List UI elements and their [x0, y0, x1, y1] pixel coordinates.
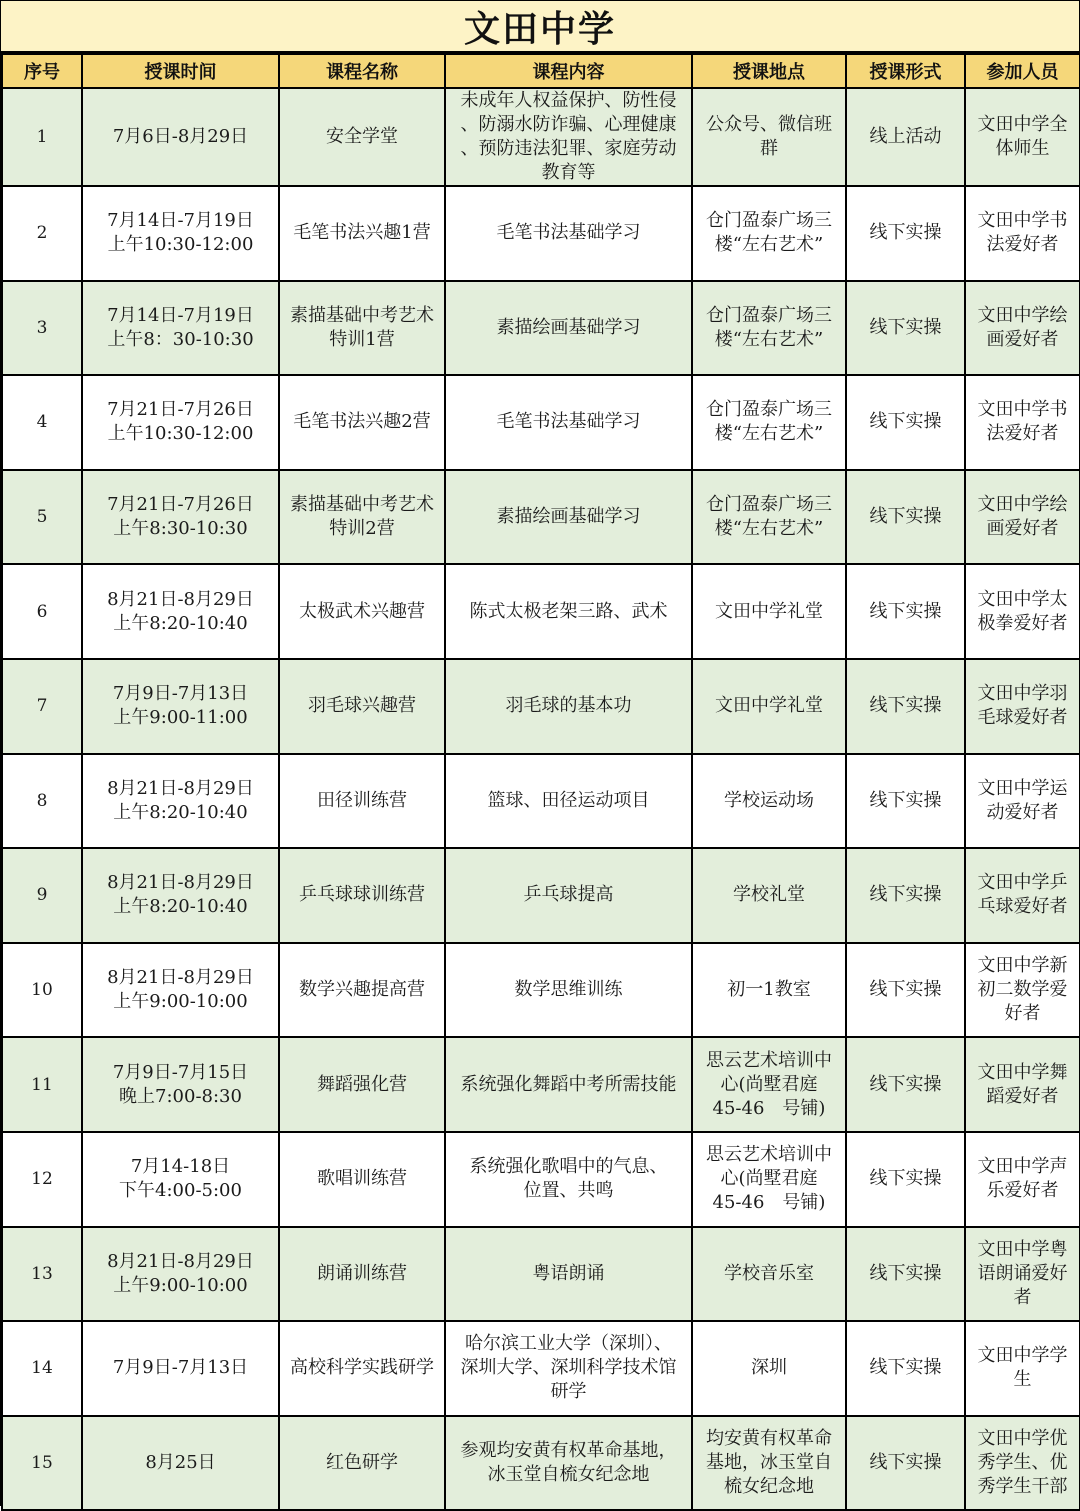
- cell-course-name: 舞蹈强化营: [279, 1037, 445, 1132]
- cell-no: 9: [2, 848, 82, 943]
- table-row: [2, 848, 1080, 943]
- column-header-no: 序号: [2, 54, 82, 88]
- cell-content: 未成年人权益保护、防性侵 、防溺水防诈骗、心理健康 、预防违法犯罪、家庭劳动 教育等: [445, 88, 692, 186]
- cell-no: 4: [2, 375, 82, 470]
- cell-course-name: 安全学堂: [279, 88, 445, 186]
- cell-participants: 文田中学学 生: [965, 1321, 1080, 1416]
- cell-participants: 文田中学绘 画爱好者: [965, 281, 1080, 376]
- column-header-people: 参加人员: [965, 54, 1080, 88]
- cell-no: 11: [2, 1037, 82, 1132]
- cell-participants: 文田中学声 乐爱好者: [965, 1132, 1080, 1227]
- cell-content: 素描绘画基础学习: [445, 470, 692, 565]
- cell-no: 8: [2, 754, 82, 849]
- cell-course-name: 羽毛球兴趣营: [279, 659, 445, 754]
- cell-participants: 文田中学舞 蹈爱好者: [965, 1037, 1080, 1132]
- cell-course-name: 毛笔书法兴趣1营: [279, 186, 445, 281]
- cell-course-name: 田径训练营: [279, 754, 445, 849]
- cell-time: 7月9日-7月13日 上午9:00-11:00: [82, 659, 279, 754]
- cell-time: 8月21日-8月29日 上午8:20-10:40: [82, 848, 279, 943]
- cell-time: 7月21日-7月26日 上午10:30-12:00: [82, 375, 279, 470]
- cell-participants: 文田中学新 初二数学爱 好者: [965, 943, 1080, 1038]
- cell-form: 线下实操: [846, 186, 965, 281]
- cell-place: 思云艺术培训中 心(尚墅君庭 45-46 号铺): [692, 1132, 846, 1227]
- column-header-time: 授课时间: [82, 54, 279, 88]
- cell-form: 线下实操: [846, 1132, 965, 1227]
- cell-content: 系统强化歌唱中的气息、 位置、共鸣: [445, 1132, 692, 1227]
- cell-time: 7月14日-7月19日 上午8：30-10:30: [82, 281, 279, 376]
- cell-content: 粤语朗诵: [445, 1227, 692, 1322]
- cell-form: 线下实操: [846, 281, 965, 376]
- cell-time: 8月21日-8月29日 上午9:00-10:00: [82, 1227, 279, 1322]
- table-row: [2, 186, 1080, 281]
- cell-no: 5: [2, 470, 82, 565]
- cell-place: 仓门盈泰广场三 楼“左右艺术”: [692, 281, 846, 376]
- cell-no: 1: [2, 88, 82, 186]
- cell-time: 7月14日-7月19日 上午10:30-12:00: [82, 186, 279, 281]
- cell-place: 学校运动场: [692, 754, 846, 849]
- table-row: [2, 281, 1080, 376]
- cell-place: 深圳: [692, 1321, 846, 1416]
- cell-form: 线下实操: [846, 848, 965, 943]
- cell-form: 线下实操: [846, 754, 965, 849]
- cell-place: 文田中学礼堂: [692, 659, 846, 754]
- cell-time: 7月9日-7月13日: [82, 1321, 279, 1416]
- table-row: [2, 1037, 1080, 1132]
- cell-no: 12: [2, 1132, 82, 1227]
- cell-course-name: 红色研学: [279, 1416, 445, 1511]
- cell-time: 8月25日: [82, 1416, 279, 1511]
- cell-content: 篮球、田径运动项目: [445, 754, 692, 849]
- table-row: [2, 88, 1080, 186]
- cell-form: 线下实操: [846, 1321, 965, 1416]
- cell-no: 15: [2, 1416, 82, 1511]
- table-row: [2, 943, 1080, 1038]
- cell-place: 均安黄有权革命 基地，冰玉堂自 梳女纪念地: [692, 1416, 846, 1511]
- cell-no: 10: [2, 943, 82, 1038]
- cell-place: 思云艺术培训中 心(尚墅君庭 45-46 号铺): [692, 1037, 846, 1132]
- cell-no: 7: [2, 659, 82, 754]
- cell-course-name: 数学兴趣提高营: [279, 943, 445, 1038]
- table-row: [2, 1227, 1080, 1322]
- table-row: [2, 1132, 1080, 1227]
- cell-time: 8月21日-8月29日 上午9:00-10:00: [82, 943, 279, 1038]
- cell-time: 8月21日-8月29日 上午8:20-10:40: [82, 564, 279, 659]
- cell-no: 13: [2, 1227, 82, 1322]
- cell-no: 3: [2, 281, 82, 376]
- cell-content: 毛笔书法基础学习: [445, 375, 692, 470]
- cell-course-name: 歌唱训练营: [279, 1132, 445, 1227]
- schedule-table: [1, 53, 1080, 1511]
- cell-participants: 文田中学羽 毛球爱好者: [965, 659, 1080, 754]
- cell-form: 线下实操: [846, 564, 965, 659]
- cell-place: 学校礼堂: [692, 848, 846, 943]
- cell-form: 线下实操: [846, 1416, 965, 1511]
- cell-no: 14: [2, 1321, 82, 1416]
- cell-content: 陈式太极老架三路、武术: [445, 564, 692, 659]
- column-header-content: 课程内容: [445, 54, 692, 88]
- cell-participants: 文田中学乒 乓球爱好者: [965, 848, 1080, 943]
- cell-time: 7月6日-8月29日: [82, 88, 279, 186]
- cell-place: 仓门盈泰广场三 楼“左右艺术”: [692, 470, 846, 565]
- cell-form: 线下实操: [846, 1227, 965, 1322]
- cell-time: 7月21日-7月26日 上午8:30-10:30: [82, 470, 279, 565]
- title-bar: [1, 1, 1079, 53]
- cell-course-name: 毛笔书法兴趣2营: [279, 375, 445, 470]
- cell-course-name: 素描基础中考艺术 特训1营: [279, 281, 445, 376]
- page-title: 文田中学: [463, 8, 616, 50]
- cell-content: 羽毛球的基本功: [445, 659, 692, 754]
- cell-form: 线下实操: [846, 1037, 965, 1132]
- cell-participants: 文田中学书 法爱好者: [965, 186, 1080, 281]
- cell-place: 学校音乐室: [692, 1227, 846, 1322]
- cell-time: 7月14-18日 下午4:00-5:00: [82, 1132, 279, 1227]
- cell-content: 参观均安黄有权革命基地， 冰玉堂自梳女纪念地: [445, 1416, 692, 1511]
- cell-participants: 文田中学运 动爱好者: [965, 754, 1080, 849]
- cell-form: 线下实操: [846, 470, 965, 565]
- header-row: [2, 54, 1080, 88]
- table-row: [2, 1321, 1080, 1416]
- cell-no: 2: [2, 186, 82, 281]
- cell-no: 6: [2, 564, 82, 659]
- cell-course-name: 高校科学实践研学: [279, 1321, 445, 1416]
- cell-time: 8月21日-8月29日 上午8:20-10:40: [82, 754, 279, 849]
- cell-place: 仓门盈泰广场三 楼“左右艺术”: [692, 186, 846, 281]
- cell-content: 毛笔书法基础学习: [445, 186, 692, 281]
- cell-time: 7月9日-7月15日 晚上7:00-8:30: [82, 1037, 279, 1132]
- cell-course-name: 乒乓球球训练营: [279, 848, 445, 943]
- cell-content: 乒乓球提高: [445, 848, 692, 943]
- cell-participants: 文田中学优 秀学生、优 秀学生干部: [965, 1416, 1080, 1511]
- table-row: [2, 754, 1080, 849]
- table-row: [2, 564, 1080, 659]
- cell-participants: 文田中学太 极拳爱好者: [965, 564, 1080, 659]
- cell-participants: 文田中学绘 画爱好者: [965, 470, 1080, 565]
- cell-participants: 文田中学书 法爱好者: [965, 375, 1080, 470]
- cell-content: 哈尔滨工业大学（深圳）、 深圳大学、深圳科学技术馆 研学: [445, 1321, 692, 1416]
- cell-participants: 文田中学粤 语朗诵爱好 者: [965, 1227, 1080, 1322]
- cell-content: 数学思维训练: [445, 943, 692, 1038]
- cell-course-name: 太极武术兴趣营: [279, 564, 445, 659]
- table-body: [2, 88, 1080, 1510]
- column-header-place: 授课地点: [692, 54, 846, 88]
- cell-content: 系统强化舞蹈中考所需技能: [445, 1037, 692, 1132]
- column-header-name: 课程名称: [279, 54, 445, 88]
- cell-place: 初一1教室: [692, 943, 846, 1038]
- cell-form: 线下实操: [846, 659, 965, 754]
- table-row: [2, 1416, 1080, 1511]
- table-row: [2, 375, 1080, 470]
- cell-participants: 文田中学全 体师生: [965, 88, 1080, 186]
- cell-content: 素描绘画基础学习: [445, 281, 692, 376]
- cell-course-name: 素描基础中考艺术 特训2营: [279, 470, 445, 565]
- cell-place: 文田中学礼堂: [692, 564, 846, 659]
- cell-form: 线下实操: [846, 943, 965, 1038]
- table-row: [2, 659, 1080, 754]
- cell-course-name: 朗诵训练营: [279, 1227, 445, 1322]
- table-row: [2, 470, 1080, 565]
- cell-form: 线下实操: [846, 375, 965, 470]
- cell-place: 仓门盈泰广场三 楼“左右艺术”: [692, 375, 846, 470]
- cell-place: 公众号、微信班 群: [692, 88, 846, 186]
- column-header-form: 授课形式: [846, 54, 965, 88]
- cell-form: 线上活动: [846, 88, 965, 186]
